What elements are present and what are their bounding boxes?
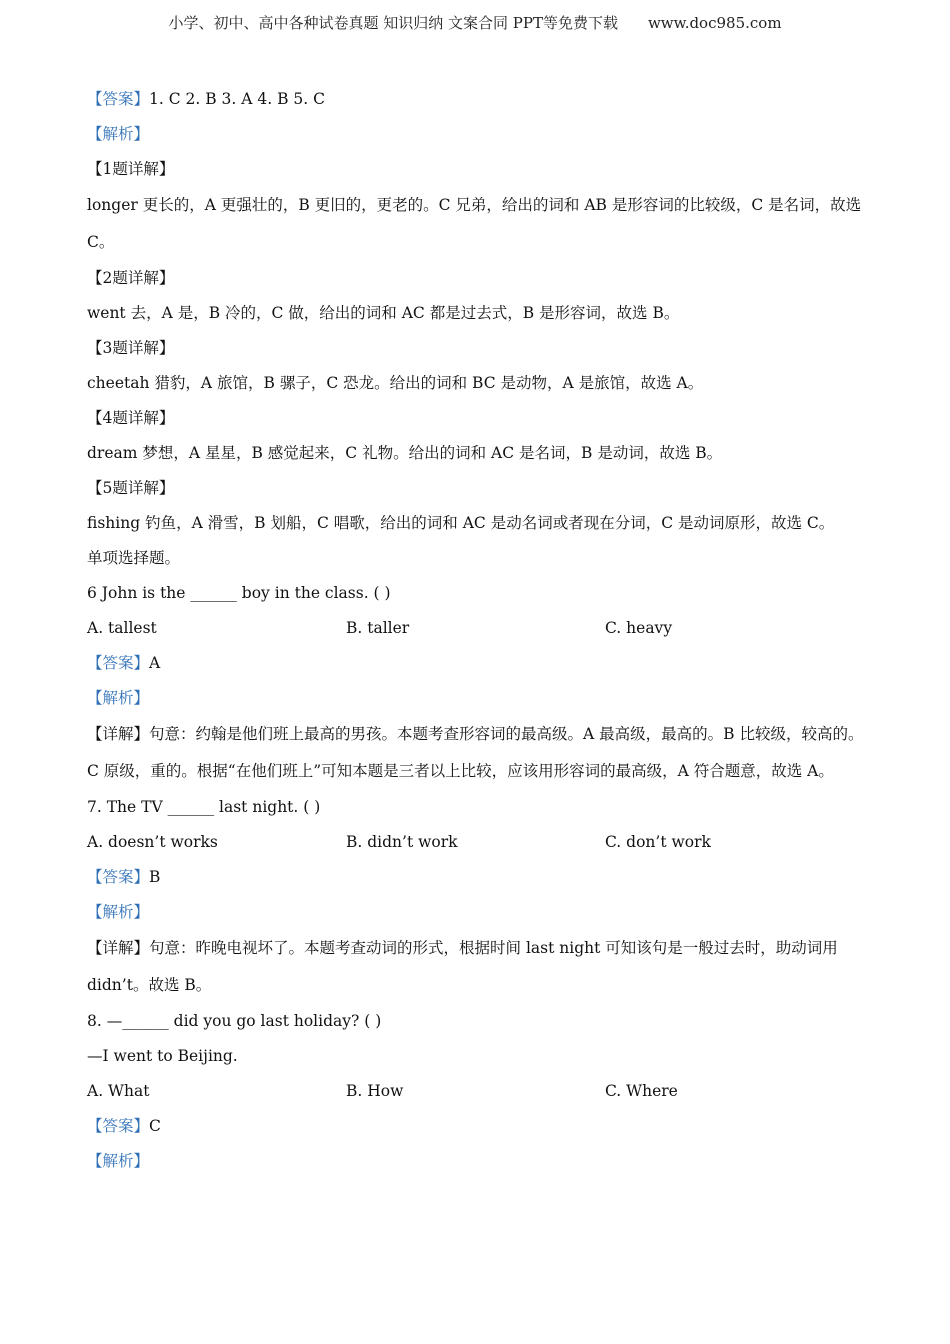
detail-text: cheetah 猎豹，A 旅馆，B 骡子，C 恐龙。给出的词和 BC 是动物，A 是旅馆，故选 A。 (87, 374, 704, 392)
detail-title: 【1题详解】 (87, 160, 175, 178)
detail-title: 【4题详解】 (87, 409, 175, 427)
answer-text: 1. C 2. B 3. A 4. B 5. C (149, 90, 325, 108)
analysis-tag: 【解析】 (87, 125, 150, 143)
analysis-line (87, 681, 867, 716)
detail-tag: 【详解】 (87, 939, 150, 957)
detail-text: longer 更长的，A 更强壮的，B 更旧的，更老的。C 兄弟，给出的词和 AB 是形容词的比较级，C 是名词，故选 C。 (87, 196, 862, 251)
question-response: —I went to Beijing. (87, 1047, 238, 1065)
detail-text: dream 梦想，A 星星，B 感觉起来，C 礼物。给出的词和 AC 是名词，B 是动词，故选 B。 (87, 444, 723, 462)
option-c: C. Where (605, 1082, 678, 1100)
option-c: C. don’t work (605, 833, 711, 851)
page-header (0, 12, 950, 33)
detail-title: 【2题详解】 (87, 269, 175, 287)
detail-text: went 去，A 是，B 冷的，C 做，给出的词和 AC 都是过去式，B 是形容词，故选 B。 (87, 304, 680, 322)
detail-paragraph (87, 930, 867, 1004)
option-c: C. heavy (605, 619, 673, 637)
question-stem: 6 John is the ______ boy in the class. ( ) (87, 584, 391, 602)
question-options (87, 1074, 867, 1109)
question-options (87, 825, 867, 860)
option-b: B. taller (346, 619, 410, 637)
answer-tag: 【答案】 (87, 654, 150, 672)
answer-text: B (149, 868, 161, 886)
document-body (87, 82, 867, 1179)
detail-title: 【5题详解】 (87, 479, 175, 497)
detail-text: 句意：昨晚电视坏了。本题考查动词的形式，根据时间 last night 可知该句是一般过去时，助动词用 didn’t。故选 B。 (87, 939, 838, 994)
analysis-tag: 【解析】 (87, 689, 150, 707)
analysis-tag: 【解析】 (87, 903, 150, 921)
answer-line (87, 860, 867, 895)
analysis-line (87, 117, 867, 152)
question-options (87, 611, 867, 646)
option-a: A. doesn’t works (87, 833, 218, 851)
answer-tag: 【答案】 (87, 90, 150, 108)
analysis-tag: 【解析】 (87, 1152, 150, 1170)
analysis-line (87, 1144, 867, 1179)
question-stem: 8. —______ did you go last holiday? ( ) (87, 1012, 382, 1030)
detail-tag: 【详解】 (87, 725, 150, 743)
detail-text: fishing 钓鱼，A 滑雪，B 划船，C 唱歌，给出的词和 AC 是动名词或者现在分词，C 是动词原形，故选 C。 (87, 514, 835, 532)
answer-line (87, 1109, 867, 1144)
answer-line (87, 82, 867, 117)
answer-line (87, 646, 867, 681)
option-a: A. tallest (87, 619, 157, 637)
question-stem: 7. The TV ______ last night. ( ) (87, 798, 321, 816)
answer-tag: 【答案】 (87, 868, 150, 886)
detail-paragraph (87, 716, 867, 790)
answer-tag: 【答案】 (87, 1117, 150, 1135)
header-url[interactable]: www.doc985.com (647, 14, 782, 32)
option-b: B. didn’t work (346, 833, 458, 851)
answer-text: C (149, 1117, 161, 1135)
option-a: A. What (87, 1082, 150, 1100)
detail-text: 句意：约翰是他们班上最高的男孩。本题考查形容词的最高级。A 最高级，最高的。B 比较级，较高的。C 原级，重的。根据“在他们班上”可知本题是三者以上比较，应该用形容词的最高级，A 符合题意，故选 A。 (87, 725, 864, 780)
answer-text: A (149, 654, 161, 672)
analysis-line (87, 895, 867, 930)
option-b: B. How (346, 1082, 404, 1100)
detail-title: 【3题详解】 (87, 339, 175, 357)
section-title: 单项选择题。 (87, 549, 181, 567)
header-text: 小学、初中、高中各种试卷真题 知识归纳 文案合同 PPT等免费下载 (168, 14, 618, 32)
